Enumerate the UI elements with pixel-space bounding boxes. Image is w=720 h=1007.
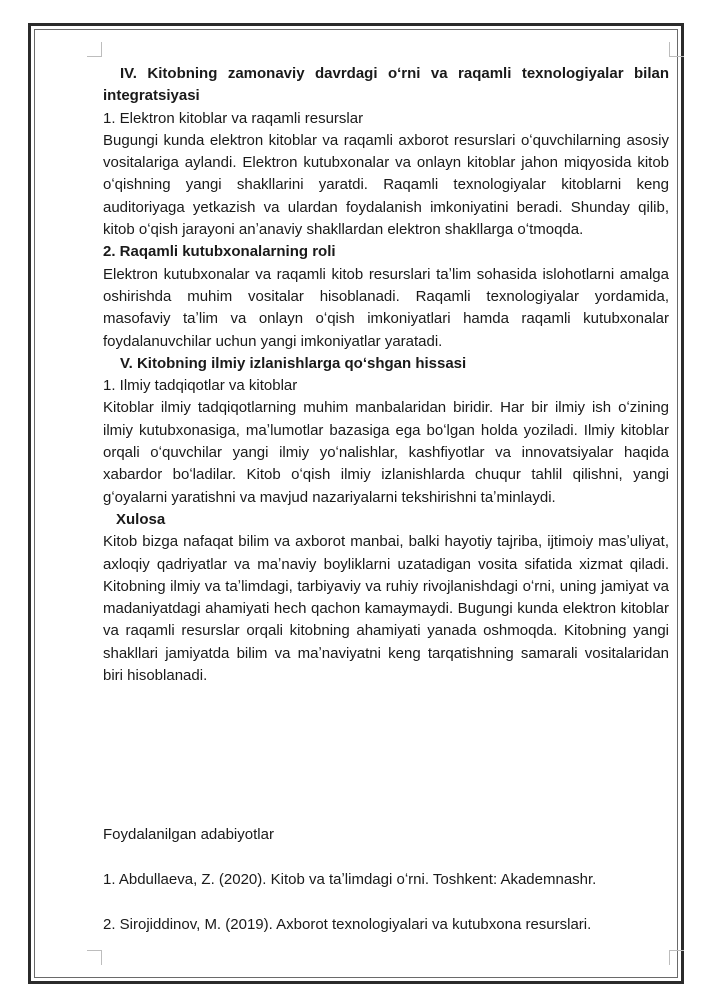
document-body — [103, 63, 669, 687]
section-4-sub-2-title: 2. Raqamli kutubxonalarning roli — [103, 243, 336, 261]
section-4-heading: IV. Kitobning zamonaviy davrdagi oʻrni va raqamli texnologiyalar bilan integratsiyasi — [103, 65, 669, 105]
conclusion-body: Kitob bizga nafaqat bilim va axborot manbai, balki hayotiy tajriba, ijtimoiy masʼuliyat, axloqiy qadriyatlar va maʼnaviy boyliklarni uzatadigan vosita sifatida xizmat qiladi. Kitobning ilmiy va taʼlimdagi, tarbiyaviy va ruhiy rivojlanishdagi oʻrni, uning jamiyat va madaniyatdagi ahamiyati hech qachon kamaymaydi. Bugungi kunda elektron kitoblar va raqamli resurslar orqali kitobning ahamiyati yanada oshmoqda. Kitobning yangi shakllari jamiyatda bilim va maʼnaviyatni keng tarqatishning samarali vositalaridan biri hisoblanadi. — [103, 533, 669, 685]
reference-item: 1. Abdullaeva, Z. (2020). Kitob va taʼlimdagi oʻrni. Toshkent: Akademnashr. — [103, 871, 597, 888]
section-4-sub-1-body: Bugungi kunda elektron kitoblar va raqamli axborot resurslari oʻquvchilarning asosiy vositalariga aylandi. Elektron kutubxonalar va onlayn kitoblar jahon miqyosida kitob oʻqishning yangi shakllarini yaratdi. Raqamli texnologiyalar kitoblarni keng auditoriyaga yetkazish va ulardan foydalanish imkoniyatini beradi. Shunday qilib, kitob oʻqish jarayoni anʼanaviy shakllardan elektron shakllarga oʻtmoqda. — [103, 131, 669, 239]
section-5-sub-1-body: Kitoblar ilmiy tadqiqotlarning muhim manbalaridan biridir. Har bir ilmiy ish oʻzining ilmiy kutubxonasiga, maʼlumotlar bazasiga ega boʻlgan holda yoziladi. Ilmiy kitoblar orqali oʻquvchilar yangi ilmiy yoʻnalishlar, kashfiyotlar va innovatsiyalar haqida xabardor boʻladilar. Kitob oʻqish ilmiy izlanishlarda chuqur tahlil qilishni, yangi gʻoyalarni yaratishni va mavjud nazariyalarni tekshirishni taʼminlaydi. — [103, 399, 669, 506]
margin-mark-top-right — [669, 42, 684, 57]
margin-mark-top-left — [87, 42, 102, 57]
section-5-heading: V. Kitobning ilmiy izlanishlarga qoʻshgan hissasi — [120, 354, 467, 372]
section-4-sub-2-body: Elektron kutubxonalar va raqamli kitob resurslari taʼlim sohasida islohotlarni amalga oshirishda muhim vositalar hisoblanadi. Raqamli texnologiyalar yordamida, masofaviy taʼlim va onlayn oʻqish imkoniyatlari hamda raqamli kutubxonalar foydalanuvchilar uchun yangi imkoniyatlar yaratadi. — [103, 265, 669, 350]
reference-item: 2. Sirojiddinov, M. (2019). Axborot texnologiyalari va kutubxona resurslari. — [103, 916, 592, 933]
references-title: Foydalanilgan adabiyotlar — [103, 826, 274, 843]
margin-mark-bottom-right — [669, 950, 684, 965]
section-4-sub-1-title: 1. Elektron kitoblar va raqamli resurslar — [103, 109, 364, 127]
section-5-sub-1-title: 1. Ilmiy tadqiqotlar va kitoblar — [103, 377, 298, 395]
conclusion-heading: Xulosa — [116, 510, 166, 528]
margin-mark-bottom-left — [87, 950, 102, 965]
